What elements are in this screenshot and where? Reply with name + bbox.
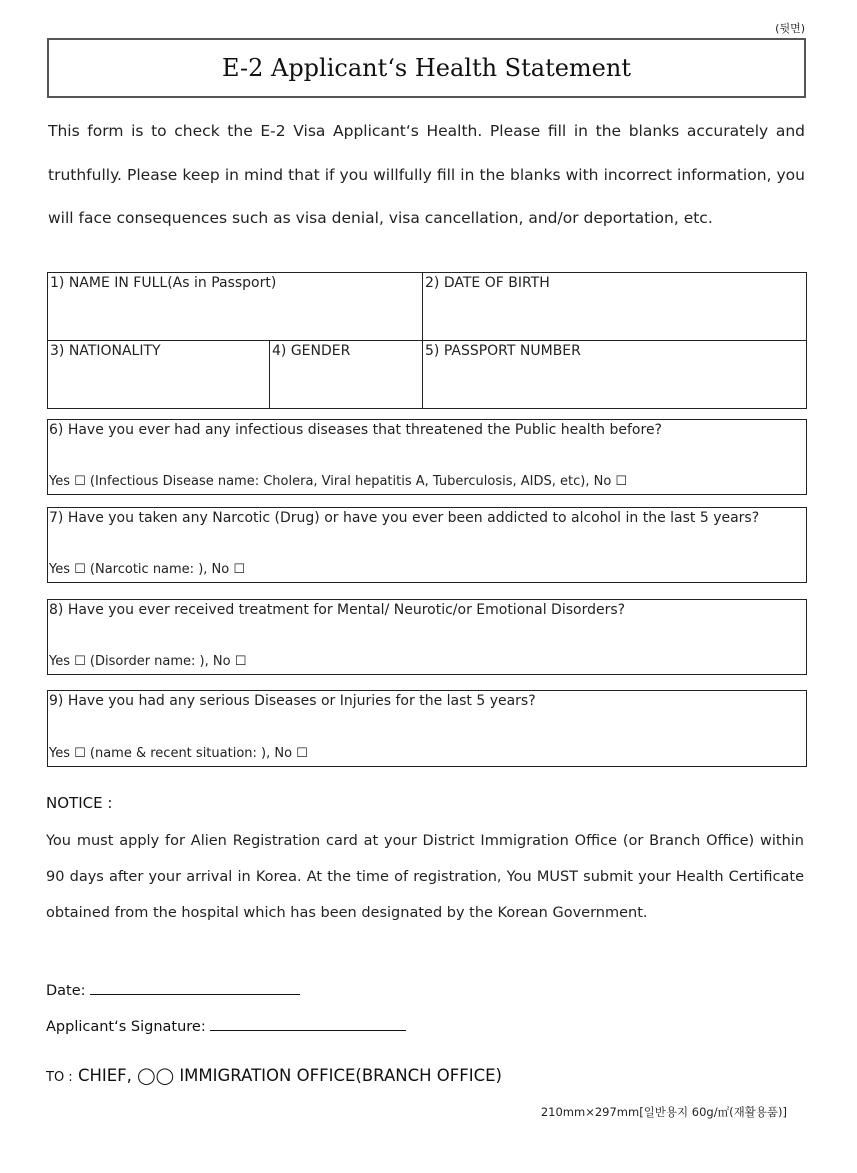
question-6-answer[interactable]: Yes ☐ (Infectious Disease name: Cholera, Viral hepatitis A, Tuberculosis, AIDS, etc), No ☐ [49,474,628,489]
nationality-field[interactable] [48,341,270,409]
date-label: Date: [46,983,86,999]
signature-label: Applicant‘s Signature: [46,1019,206,1035]
question-7-answer[interactable]: Yes ☐ (Narcotic name: ), No ☐ [49,562,245,577]
question-6-box [47,419,807,495]
date-line [46,980,300,999]
signature-blank[interactable] [210,1016,406,1031]
dob-field-label: 2) DATE OF BIRTH [425,275,550,291]
intro-paragraph: This form is to check the E-2 Visa Applicant‘s Health. Please fill in the blanks accurately and truthfully. Please keep in mind that if you willfully fill in the blanks with incorrect information, you will face consequences such as visa denial, visa cancellation, and/or deportation, etc. [48,122,805,227]
name-field-label: 1) NAME IN FULL(As in Passport) [50,275,277,291]
dob-field[interactable] [423,273,807,341]
question-7-text: 7) Have you taken any Narcotic (Drug) or have you ever been addicted to alcohol in the last 5 years? [49,510,760,526]
date-blank[interactable] [90,980,300,995]
recipient-text: CHIEF, ◯◯ IMMIGRATION OFFICE(BRANCH OFFICE) [77,1066,502,1085]
nationality-field-label: 3) NATIONALITY [50,343,161,359]
form-title: E-2 Applicant‘s Health Statement [222,54,631,82]
question-8-text: 8) Have you ever received treatment for Mental/ Neurotic/or Emotional Disorders? [49,602,626,618]
gender-field[interactable] [270,341,423,409]
question-9-answer[interactable]: Yes ☐ (name & recent situation: ), No ☐ [49,746,308,761]
back-side-note: (뒷면) [775,22,805,35]
title-box [47,38,806,98]
question-6-text: 6) Have you ever had any infectious diseases that threatened the Public health before? [49,422,662,438]
recipient-line [46,1066,502,1085]
paper-spec-footer: 210mm×297mm[일반용지 60g/㎡(재활용품)] [540,1105,787,1119]
question-8-answer[interactable]: Yes ☐ (Disorder name: ), No ☐ [49,654,247,669]
passport-field-label: 5) PASSPORT NUMBER [425,343,581,359]
notice-body: You must apply for Alien Registration card at your District Immigration Office (or Branch Office) within 90 days after your arrival in Korea. At the time of registration, You MUST submit your Health Certificate obtained from the hospital which has been designated by the Korean Government. [46,833,804,921]
signature-line [46,1016,406,1035]
name-field[interactable] [48,273,423,341]
question-9-text: 9) Have you had any serious Diseases or Injuries for the last 5 years? [49,693,536,709]
question-9-box [47,690,807,767]
passport-field[interactable] [423,341,807,409]
gender-field-label: 4) GENDER [272,343,351,359]
to-prefix: TO : [46,1070,73,1085]
question-7-box [47,507,807,583]
applicant-info-table [47,272,807,409]
question-8-box [47,599,807,675]
notice-heading: NOTICE : [46,794,113,812]
